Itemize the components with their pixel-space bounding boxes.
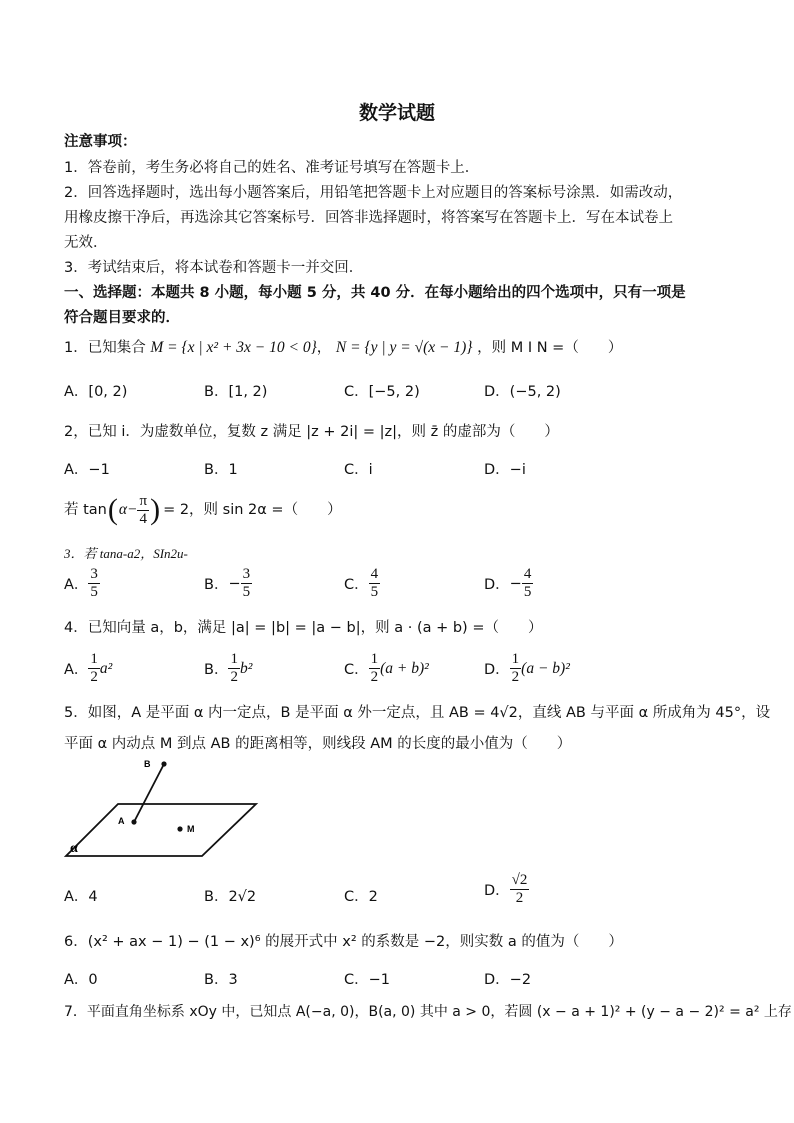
question-3-option-a[interactable]: [64, 566, 100, 601]
option-num: 4: [523, 566, 532, 582]
option-expr: (a − b)²: [521, 659, 570, 677]
question-6-option-a[interactable]: A．0: [64, 972, 98, 988]
question-3-option-c[interactable]: [344, 566, 380, 601]
question-2-option-c[interactable]: C．i: [344, 462, 373, 478]
point-b: [161, 761, 166, 766]
option-num: 3: [242, 566, 251, 582]
question-1-option-c[interactable]: C．[−5, 2): [344, 384, 420, 400]
option-den: 2: [90, 669, 98, 685]
question-2-option-d[interactable]: D．−i: [484, 462, 526, 478]
notice-item-3: 3．考试结束后，将本试卷和答题卡一并交回．: [64, 260, 364, 276]
label-b: B: [144, 759, 151, 769]
option-label: A．: [64, 662, 89, 678]
question-1-option-a[interactable]: A．[0, 2): [64, 384, 128, 400]
question-3-garbled-line: 3．若 tana-a2，SIn2u-: [64, 546, 188, 561]
notice-item-2-line-3: 无效．: [64, 235, 108, 251]
left-paren-icon: (: [107, 493, 118, 526]
option-expr: b²: [239, 659, 253, 677]
option-num: √2: [511, 872, 528, 888]
option-num: 3: [90, 566, 98, 582]
question-7-stem: 7．平面直角坐标系 xOy 中，已知点 A(−a, 0)，B(a, 0) 其中 a > 0，若圆 (x − a + 1)² + (y − a − 2)² = a² 上存: [64, 1004, 792, 1020]
option-num: 1: [511, 651, 520, 667]
option-label: D．: [484, 883, 510, 899]
label-alpha: α: [70, 841, 78, 856]
question-1-stem: [64, 338, 622, 358]
right-paren-icon: ): [150, 493, 161, 526]
label-m: M: [187, 824, 195, 834]
option-den: 5: [523, 584, 532, 600]
question-3-post: = 2，则 sin 2α =（ ）: [163, 502, 342, 518]
option-den: 2: [511, 669, 520, 685]
question-4-stem: 4．已知向量 a，b，满足 |a| = |b| = |a − b|，则 a · (a + b) =（ ）: [64, 620, 543, 636]
option-label: D．: [484, 577, 510, 593]
question-4-option-c[interactable]: [344, 651, 429, 686]
option-num: 4: [370, 566, 379, 582]
question-1-prefix: 1．已知集合: [64, 340, 146, 356]
question-2-option-b[interactable]: B．1: [204, 462, 238, 478]
question-6-stem: 6．(x² + ax − 1) − (1 − x)⁶ 的展开式中 x² 的系数是 −2，则实数 a 的值为（ ）: [64, 934, 623, 950]
section-heading-line-1: 一、选择题：本题共 8 小题，每小题 5 分，共 40 分．在每小题给出的四个选项中，只有一项是: [64, 285, 686, 301]
question-5-option-d[interactable]: [484, 872, 529, 907]
option-expr: a²: [99, 659, 113, 677]
option-den: 5: [370, 584, 379, 600]
option-den: 2: [370, 669, 379, 685]
option-num: 1: [230, 651, 238, 667]
question-2-stem: 2，已知 i．为虚数单位，复数 z 满足 |z + 2i| = |z|，则 z̄ 的虚部为（ ）: [64, 424, 559, 440]
option-expr: (a + b)²: [380, 659, 429, 677]
notice-item-2-line-2: 用橡皮擦干净后，再选涂其它答案标号．回答非选择题时，将答案写在答题卡上．写在本试卷上: [64, 210, 673, 226]
option-den: 2: [515, 890, 524, 906]
option-den: 5: [242, 584, 251, 600]
question-1-option-d[interactable]: D．(−5, 2): [484, 384, 561, 400]
question-1-set-n: N = {y | y = √(x − 1)}: [335, 339, 473, 356]
question-5-figure: [60, 756, 270, 860]
section-heading-line-2: 符合题目要求的．: [64, 310, 180, 326]
question-1-suffix: ，则 M I N =（ ）: [477, 340, 623, 356]
point-a: [131, 819, 136, 824]
option-label: D．: [484, 662, 510, 678]
option-sign: −: [228, 575, 241, 592]
option-label: A．: [64, 577, 89, 593]
question-4-option-b[interactable]: [204, 651, 252, 686]
notice-item-2-line-1: 2．回答选择题时，选出每小题答案后，用铅笔把答题卡上对应题目的答案标号涂黑．如需改动，: [64, 185, 683, 201]
option-den: 2: [230, 669, 238, 685]
point-m: [177, 826, 182, 831]
question-3-option-d[interactable]: [484, 566, 533, 601]
question-3-fraction-num: π: [139, 492, 148, 509]
question-5-option-a[interactable]: A．4: [64, 889, 98, 905]
plane-alpha-shape: [66, 804, 256, 856]
question-3-alpha: α−: [118, 501, 138, 518]
option-sign: −: [509, 575, 522, 592]
question-3-option-b[interactable]: [204, 566, 252, 601]
question-5-option-c[interactable]: C．2: [344, 889, 378, 905]
segment-ab: [134, 764, 164, 822]
question-3-stem: [64, 490, 342, 530]
label-a: A: [118, 816, 125, 826]
page-title: 数学试题: [358, 102, 435, 124]
question-3-fraction-den: 4: [139, 510, 148, 527]
question-5-line-2: 平面 α 内动点 M 到点 AB 的距离相等，则线段 AM 的长度的最小值为（ ）: [64, 736, 572, 752]
question-1-option-b[interactable]: B．[1, 2): [204, 384, 268, 400]
notice-heading: 注意事项：: [64, 134, 137, 150]
question-2-option-a[interactable]: A．−1: [64, 462, 110, 478]
option-label: C．: [344, 662, 369, 678]
option-num: 1: [90, 651, 98, 667]
question-5-line-1: 5．如图，A 是平面 α 内一定点，B 是平面 α 外一定点，且 AB = 4√2，直线 AB 与平面 α 所成角为 45°，设: [64, 705, 771, 721]
option-den: 5: [90, 584, 98, 600]
notice-item-1: 1．答卷前，考生务必将自己的姓名、准考证号填写在答题卡上．: [64, 160, 480, 176]
question-6-option-b[interactable]: B．3: [204, 972, 238, 988]
question-4-option-d[interactable]: [484, 651, 570, 686]
option-label: B．: [204, 577, 229, 593]
option-label: C．: [344, 577, 369, 593]
question-5-option-b[interactable]: B．2√2: [204, 889, 257, 905]
question-6-option-c[interactable]: C．−1: [344, 972, 390, 988]
option-label: B．: [204, 662, 229, 678]
question-1-separator: ，: [316, 340, 332, 356]
question-3-tan: 若 tan: [64, 502, 107, 518]
option-num: 1: [370, 651, 379, 667]
question-3-fraction: [137, 493, 149, 528]
question-1-set-m: M = {x | x² + 3x − 10 < 0}: [150, 339, 317, 356]
question-4-option-a[interactable]: [64, 651, 112, 686]
question-6-option-d[interactable]: D．−2: [484, 972, 532, 988]
